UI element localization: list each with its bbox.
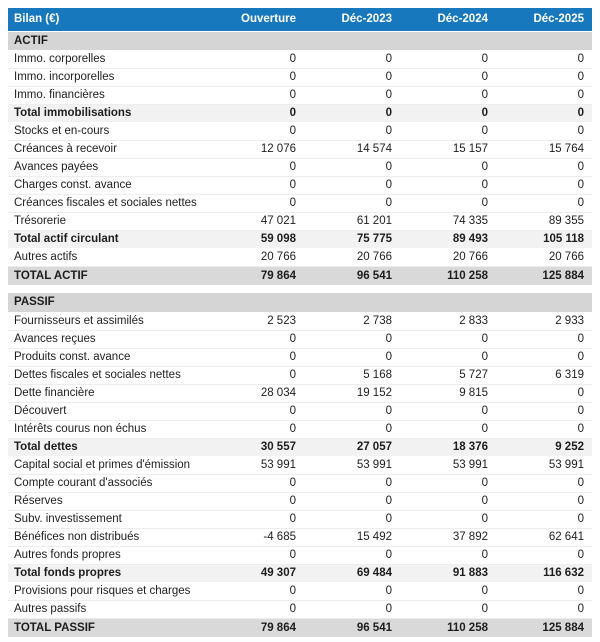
row-label: Autres actifs [8, 248, 208, 266]
row-value: 0 [304, 600, 400, 618]
row-value: 0 [496, 86, 592, 104]
row-value: 53 991 [304, 456, 400, 474]
row-label: Dettes fiscales et sociales nettes [8, 366, 208, 384]
table-header [8, 8, 592, 31]
row-value: 105 118 [496, 230, 592, 248]
row-value: 12 076 [208, 140, 304, 158]
section-header-passif [8, 293, 592, 312]
row-value: 9 252 [496, 438, 592, 456]
row-value: 0 [304, 176, 400, 194]
table-row [8, 140, 592, 158]
row-value: 0 [496, 104, 592, 122]
row-value: 0 [208, 420, 304, 438]
header-row [8, 8, 592, 31]
row-value: 0 [400, 348, 496, 366]
row-value: 18 376 [400, 438, 496, 456]
row-value: 0 [400, 474, 496, 492]
table-row [8, 492, 592, 510]
row-value: 0 [400, 158, 496, 176]
row-label: Fournisseurs et assimilés [8, 312, 208, 330]
row-value: 0 [496, 330, 592, 348]
row-value: 0 [208, 86, 304, 104]
row-value: 0 [496, 492, 592, 510]
row-label: Provisions pour risques et charges [8, 582, 208, 600]
row-value: 0 [304, 348, 400, 366]
row-value: 0 [496, 600, 592, 618]
row-value: 2 738 [304, 312, 400, 330]
table-row [8, 402, 592, 420]
subtotal-row [8, 564, 592, 582]
row-value: 0 [400, 330, 496, 348]
row-value: 20 766 [400, 248, 496, 266]
row-value: 53 991 [208, 456, 304, 474]
row-label: Réserves [8, 492, 208, 510]
row-value: 0 [496, 176, 592, 194]
row-label: Immo. financières [8, 86, 208, 104]
balance-sheet-table [8, 8, 592, 638]
row-label: Trésorerie [8, 212, 208, 230]
row-value: 0 [304, 158, 400, 176]
row-label: Total dettes [8, 438, 208, 456]
row-value: 0 [400, 86, 496, 104]
row-value: 69 484 [304, 564, 400, 582]
row-value: 0 [496, 348, 592, 366]
row-value: 0 [208, 402, 304, 420]
row-value: 30 557 [208, 438, 304, 456]
row-value: 74 335 [400, 212, 496, 230]
row-value: 110 258 [400, 618, 496, 637]
row-value: 2 523 [208, 312, 304, 330]
row-value: 6 319 [496, 366, 592, 384]
subtotal-row [8, 230, 592, 248]
row-label: Immo. incorporelles [8, 68, 208, 86]
row-value: 0 [400, 510, 496, 528]
row-value: 5 168 [304, 366, 400, 384]
row-value: 0 [304, 50, 400, 68]
row-value: 0 [304, 420, 400, 438]
row-label: Bénéfices non distribués [8, 528, 208, 546]
row-value: 37 892 [400, 528, 496, 546]
row-value: 79 864 [208, 618, 304, 637]
row-value: 0 [496, 122, 592, 140]
row-value: 0 [304, 330, 400, 348]
row-value: 0 [496, 582, 592, 600]
row-value: 20 766 [304, 248, 400, 266]
row-value: 62 641 [496, 528, 592, 546]
section-header-actif [8, 31, 592, 50]
row-label: Immo. corporelles [8, 50, 208, 68]
row-value: 0 [400, 402, 496, 420]
table-row [8, 510, 592, 528]
row-value: 28 034 [208, 384, 304, 402]
row-label: Charges const. avance [8, 176, 208, 194]
table-row [8, 420, 592, 438]
row-value: 0 [208, 546, 304, 564]
row-label: Produits const. avance [8, 348, 208, 366]
header-col-dec-2023: Déc-2023 [304, 8, 400, 31]
row-value: 2 933 [496, 312, 592, 330]
row-value: 47 021 [208, 212, 304, 230]
table-row [8, 312, 592, 330]
row-value: 125 884 [496, 266, 592, 285]
row-value: 20 766 [208, 248, 304, 266]
table-row [8, 68, 592, 86]
row-value: 0 [496, 384, 592, 402]
row-value: 0 [208, 176, 304, 194]
row-value: 0 [304, 104, 400, 122]
row-value: 116 632 [496, 564, 592, 582]
row-value: 96 541 [304, 266, 400, 285]
table-row [8, 158, 592, 176]
row-value: 0 [400, 68, 496, 86]
row-value: 0 [400, 600, 496, 618]
row-value: 49 307 [208, 564, 304, 582]
row-label: Autres passifs [8, 600, 208, 618]
row-value: 75 775 [304, 230, 400, 248]
row-label: Autres fonds propres [8, 546, 208, 564]
row-value: 0 [400, 50, 496, 68]
row-value: 0 [208, 510, 304, 528]
row-value: 0 [496, 158, 592, 176]
header-title: Bilan (€) [8, 8, 208, 31]
header-col-ouverture: Ouverture [208, 8, 304, 31]
row-value: 0 [496, 402, 592, 420]
row-value: 0 [304, 474, 400, 492]
table-row [8, 248, 592, 266]
table-row [8, 86, 592, 104]
row-value: 0 [400, 194, 496, 212]
table-row [8, 600, 592, 618]
spacer-cell [8, 285, 592, 293]
subtotal-row [8, 438, 592, 456]
row-value: 61 201 [304, 212, 400, 230]
row-label: Total fonds propres [8, 564, 208, 582]
row-value: 14 574 [304, 140, 400, 158]
header-col-dec-2024: Déc-2024 [400, 8, 496, 31]
row-value: 125 884 [496, 618, 592, 637]
row-value: 0 [208, 122, 304, 140]
row-value: 0 [208, 104, 304, 122]
row-value: 0 [304, 510, 400, 528]
table-row [8, 366, 592, 384]
row-value: 15 764 [496, 140, 592, 158]
row-label: Subv. investissement [8, 510, 208, 528]
row-value: 15 492 [304, 528, 400, 546]
row-value: 0 [208, 474, 304, 492]
total-row [8, 618, 592, 637]
section-title: ACTIF [8, 31, 592, 50]
row-value: 0 [496, 68, 592, 86]
table-row [8, 176, 592, 194]
row-value: 0 [208, 600, 304, 618]
row-value: 0 [496, 510, 592, 528]
row-label: Dette financière [8, 384, 208, 402]
row-value: 0 [304, 582, 400, 600]
row-value: 0 [304, 68, 400, 86]
subtotal-row [8, 104, 592, 122]
row-label: Intérêts courus non échus [8, 420, 208, 438]
row-value: 0 [304, 402, 400, 420]
row-value: 79 864 [208, 266, 304, 285]
total-row [8, 266, 592, 285]
row-value: 0 [208, 348, 304, 366]
row-value: 27 057 [304, 438, 400, 456]
row-value: 0 [496, 546, 592, 564]
row-value: 0 [496, 194, 592, 212]
row-label: Créances à recevoir [8, 140, 208, 158]
section-spacer [8, 285, 592, 293]
balance-table-body [8, 31, 592, 637]
table-row [8, 528, 592, 546]
row-value: 110 258 [400, 266, 496, 285]
row-value: 0 [400, 122, 496, 140]
row-value: 15 157 [400, 140, 496, 158]
row-value: 0 [304, 546, 400, 564]
row-value: 0 [208, 50, 304, 68]
row-value: 0 [208, 492, 304, 510]
row-label: TOTAL ACTIF [8, 266, 208, 285]
row-value: 53 991 [400, 456, 496, 474]
row-value: 0 [304, 86, 400, 104]
row-value: 0 [400, 546, 496, 564]
row-value: 89 355 [496, 212, 592, 230]
row-label: Compte courant d'associés [8, 474, 208, 492]
row-label: Total immobilisations [8, 104, 208, 122]
section-title: PASSIF [8, 293, 592, 312]
table-row [8, 546, 592, 564]
table-row [8, 330, 592, 348]
row-value: 9 815 [400, 384, 496, 402]
table-row [8, 456, 592, 474]
table-row [8, 384, 592, 402]
row-label: Avances reçues [8, 330, 208, 348]
row-value: 0 [400, 176, 496, 194]
row-value: 0 [496, 474, 592, 492]
row-value: 0 [496, 420, 592, 438]
row-value: 0 [208, 582, 304, 600]
table-row [8, 212, 592, 230]
row-value: -4 685 [208, 528, 304, 546]
table-row [8, 50, 592, 68]
row-value: 59 098 [208, 230, 304, 248]
header-col-dec-2025: Déc-2025 [496, 8, 592, 31]
row-value: 89 493 [400, 230, 496, 248]
row-value: 0 [208, 158, 304, 176]
row-value: 0 [400, 582, 496, 600]
row-label: Découvert [8, 402, 208, 420]
row-label: Créances fiscales et sociales nettes [8, 194, 208, 212]
row-value: 53 991 [496, 456, 592, 474]
row-value: 2 833 [400, 312, 496, 330]
row-label: TOTAL PASSIF [8, 618, 208, 637]
row-value: 0 [304, 194, 400, 212]
row-value: 91 883 [400, 564, 496, 582]
row-value: 0 [208, 330, 304, 348]
row-label: Stocks et en-cours [8, 122, 208, 140]
table-row [8, 348, 592, 366]
row-value: 0 [400, 492, 496, 510]
table-row [8, 474, 592, 492]
table-row [8, 194, 592, 212]
row-value: 19 152 [304, 384, 400, 402]
table-row [8, 582, 592, 600]
row-value: 20 766 [496, 248, 592, 266]
row-value: 0 [208, 68, 304, 86]
row-value: 96 541 [304, 618, 400, 637]
row-value: 0 [400, 420, 496, 438]
row-value: 0 [304, 122, 400, 140]
row-label: Avances payées [8, 158, 208, 176]
row-label: Capital social et primes d'émission [8, 456, 208, 474]
row-value: 0 [304, 492, 400, 510]
row-value: 0 [400, 104, 496, 122]
row-value: 5 727 [400, 366, 496, 384]
row-value: 0 [496, 50, 592, 68]
table-row [8, 122, 592, 140]
row-label: Total actif circulant [8, 230, 208, 248]
row-value: 0 [208, 366, 304, 384]
row-value: 0 [208, 194, 304, 212]
